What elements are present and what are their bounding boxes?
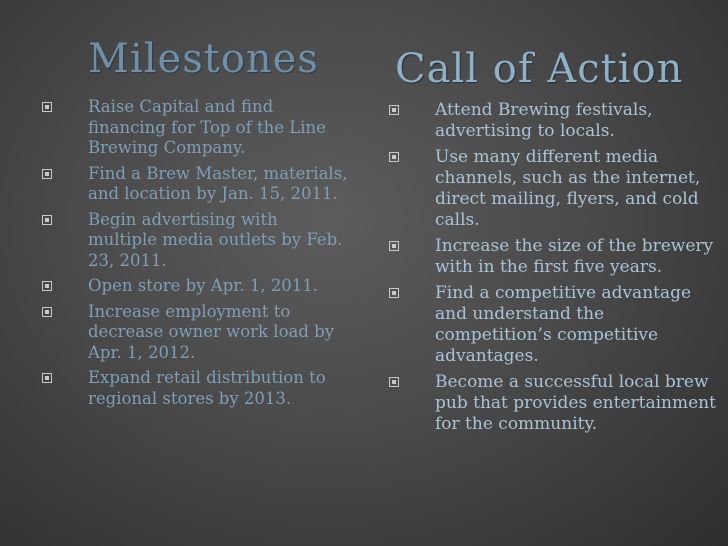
list-item: [38, 164, 348, 205]
list-item: [38, 210, 348, 272]
list-item-text: Begin advertising with multiple media outlets by Feb. 23, 2011.: [88, 209, 343, 270]
square-bullet-icon: [389, 288, 399, 298]
call-of-action-list: [385, 100, 720, 440]
square-bullet-icon: [389, 377, 399, 387]
square-bullet-icon: [42, 102, 52, 112]
milestones-list: [38, 97, 348, 414]
list-item-text: Attend Brewing festivals, advertising to locals.: [435, 100, 653, 141]
list-item-text: Increase employment to decrease owner work load by Apr. 1, 2012.: [88, 301, 335, 362]
list-item-text: Use many different media channels, such as the internet, direct mailing, flyers, and cold calls.: [435, 147, 701, 230]
list-item: [38, 97, 348, 159]
square-bullet-icon: [389, 152, 399, 162]
list-item-text: Find a competitive advantage and understand the competition’s competitive advantages.: [435, 283, 692, 366]
list-item: [38, 302, 348, 364]
milestones-heading: Milestones: [88, 36, 319, 82]
square-bullet-icon: [42, 373, 52, 383]
list-item: [385, 372, 720, 435]
square-bullet-icon: [389, 241, 399, 251]
list-item-text: Increase the size of the brewery with in the first five years.: [435, 236, 714, 277]
list-item-text: Become a successful local brew pub that provides entertainment for the community.: [435, 372, 716, 434]
square-bullet-icon: [389, 105, 399, 115]
list-item-text: Raise Capital and find financing for Top of the Line Brewing Company.: [88, 97, 326, 157]
list-item: [385, 100, 720, 142]
list-item-text: Open store by Apr. 1, 2011.: [88, 276, 319, 295]
list-item-text: Expand retail distribution to regional stores by 2013.: [88, 368, 326, 408]
call-of-action-heading: Call of Action: [395, 46, 684, 92]
list-item: [38, 368, 348, 409]
square-bullet-icon: [42, 169, 52, 179]
list-item: [385, 147, 720, 231]
list-item-text: Find a Brew Master, materials, and location by Jan. 15, 2011.: [88, 163, 348, 203]
list-item: [385, 236, 720, 278]
square-bullet-icon: [42, 281, 52, 291]
square-bullet-icon: [42, 215, 52, 225]
list-item: [385, 283, 720, 367]
list-item: [38, 276, 348, 297]
square-bullet-icon: [42, 307, 52, 317]
